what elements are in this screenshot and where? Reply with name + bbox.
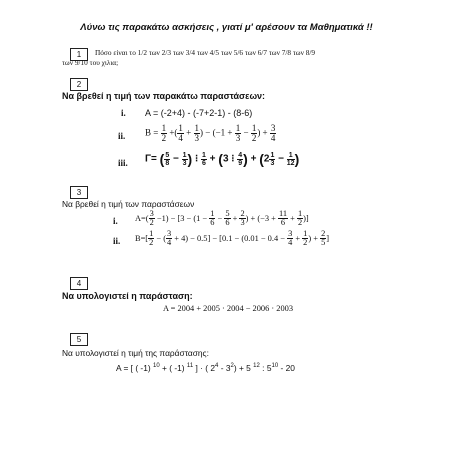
exercise-2-prompt: Να βρεθεί η τιμή των παρακάτω παραστάσεων: <box>62 91 266 101</box>
exercise-2-item-ii-label: ii. <box>118 131 126 141</box>
exercise-2-number: 2 <box>70 78 88 91</box>
exercise-1-text-line1: Πόσο είναι το 1/2 των 2/3 των 3/4 των 4/5 των 5/6 των 6/7 των 7/8 των 8/9 <box>95 48 316 57</box>
exercise-2-item-i-expression: Α = (-2+4) - (-7+2-1) - (8-6) <box>145 108 253 118</box>
exercise-5-expression: A = [ ( -1) $^{10}$ + ( -1) $^{11}$ ] · ( $2^4 - 3^2) + 5$ $^{12}$ : $5^{10} - 20$ <box>116 363 295 373</box>
exercise-3-item-i-expression: Α=( $\frac{3}{2}$ −1) − [3 − (1 − $\frac{1}{6}$ − $\frac{5}{6}$ + $\frac{2}{3}$ ) + (−3 + $\frac{11}{6}$ + $\frac{1}{2}$ )] <box>135 209 309 228</box>
exercise-5-prompt: Να υπολογιστεί η τιμή της παράστασης: <box>62 348 209 358</box>
exercise-2-item-i-label: i. <box>121 108 126 118</box>
exercise-2-item-ii-expression: B = $\frac{1}{2}$ +( $\frac{1}{4}$ + $\frac{1}{3}$ ) − (−1 + $\frac{1}{3}$ − $\frac{1}{2}$ ) + $\frac{3}{4}$ <box>145 123 276 143</box>
exercise-2-item-iii-label: iii. <box>118 158 128 168</box>
exercise-1-text-line2: των 9/10 του χιλια; <box>62 58 119 67</box>
exercise-3-item-ii-label: ii. <box>113 236 121 246</box>
exercise-4-number: 4 <box>70 277 88 290</box>
exercise-3-item-ii-expression: B=[ $\frac{1}{2}$ − ( $\frac{3}{4}$ + 4) − 0.5] − [0.1 − (0.01 − 0.4 − $\frac{3}{4}$ + $\frac{1}{2}$ ) + $\frac{2}{5}$ ] <box>135 229 330 248</box>
exercise-5-number: 5 <box>70 333 88 346</box>
exercise-3-item-i-label: i. <box>113 216 118 226</box>
exercise-4-expression: A = 2004 + 2005 · 2004 − 2006 · 2003 <box>163 304 294 313</box>
exercise-1-number: 1 <box>70 48 88 61</box>
exercise-4-prompt: Να υπολογιστεί η παράσταση: <box>62 291 193 301</box>
exercise-3-number: 3 <box>70 186 88 199</box>
exercise-2-item-iii-expression: Γ= ( $\frac{5}{8}$ − $\frac{1}{3}$ ) ⁝ $\frac{1}{6}$ + (3 ⁝ $\frac{4}{9}$ ) + (2 $\frac{1}{3}$ − $\frac{1}{12}$ ) <box>145 151 300 167</box>
page-title: Λύνω τις παρακάτω ασκήσεις , γιατί μ' αρέσουν τα Μαθηματικά !! <box>80 22 373 33</box>
exercise-3-prompt: Να βρεθεί η τιμή των παραστάσεων <box>62 199 195 209</box>
